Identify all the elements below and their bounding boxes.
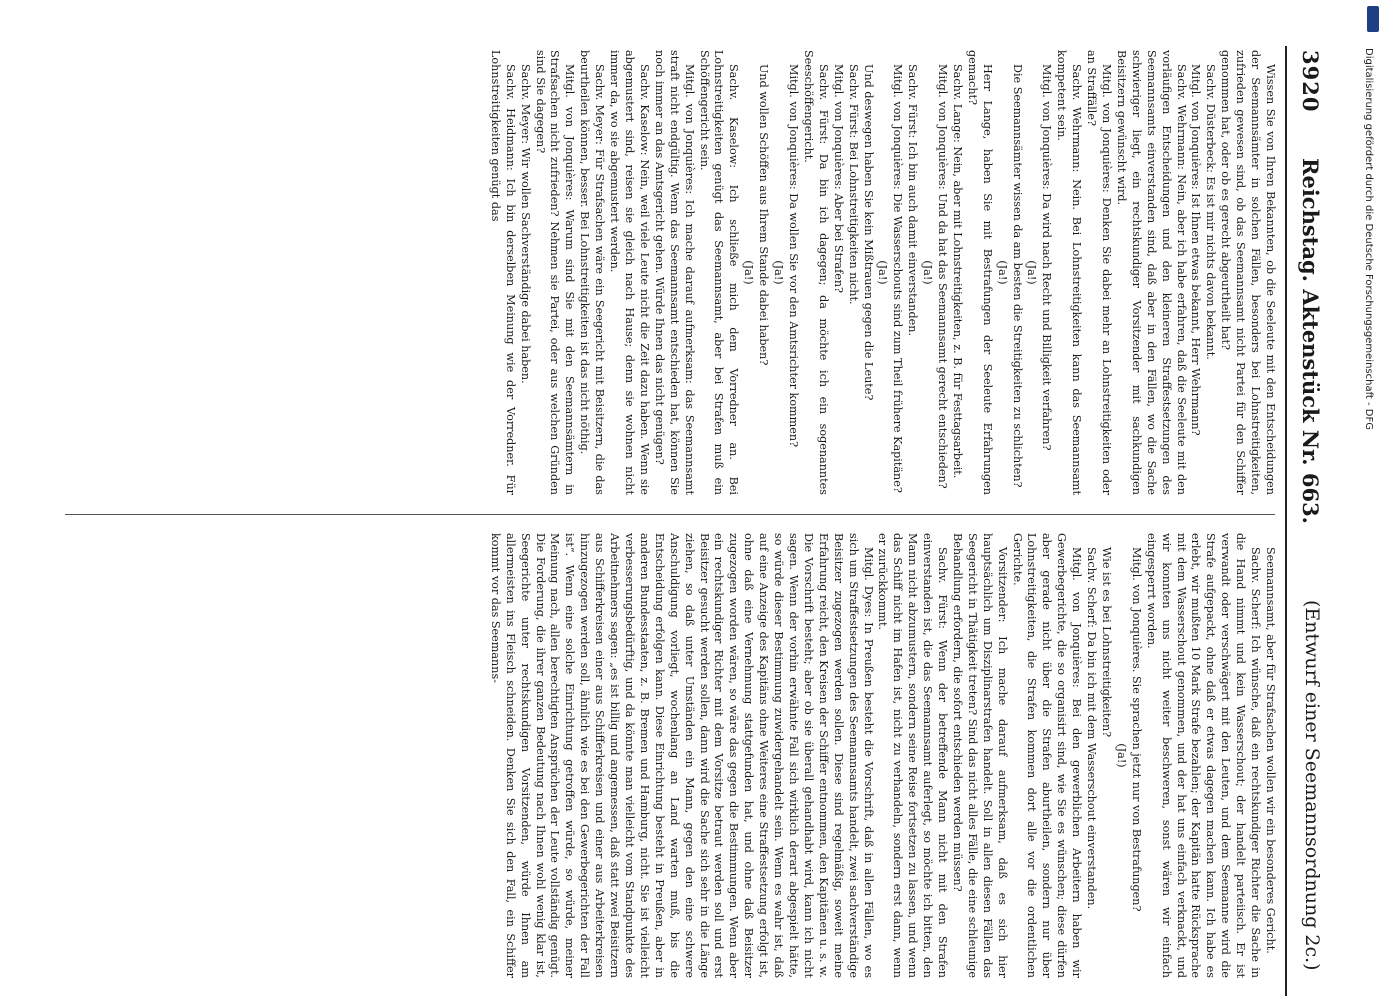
paragraph: (Ja!) bbox=[742, 260, 756, 285]
paragraph: Sachv. Scherf: Da bin ich mit dem Wasserschout einverstanden. bbox=[1085, 547, 1099, 910]
paragraph: Mitgl. von Jonquières. Sie sprachen jetzt nur von Bestrafungen? bbox=[1129, 547, 1143, 912]
paragraph: (Ja!) bbox=[1114, 743, 1128, 768]
paragraph: Mitgl. von Jonquières: Da wird nach Recht und Billigkeit verfahren? bbox=[1040, 64, 1054, 451]
paragraph: Sachv. Wehrmann: Nein, aber ich habe erfahren, daß die Seeleute mit den vorläufigen Entscheidungen und den kleineren Straffestsetzungen des Seemannsamts einverstanden sind, daß aber in den Fällen, wo die Sache schwieriger liegt, ein rechtskundiger Vorsitzender mit sachkundigen Beisitzern gewünscht wird. bbox=[1114, 50, 1188, 495]
paragraph: Sachv. Fürst: Wenn der betreffende Mann nicht mit den Strafen einverstanden ist, die das Seemannsamt auferlegt, so möchte ich bitten, den Mann nicht abzumustern, sondern seine Reise fortsetzen zu lassen, und wenn das Schiff nicht im Hafen ist, nicht zu verhandeln, sondern erst dann, wenn er zurückkommt. bbox=[876, 533, 950, 978]
paragraph: Mitgl. von Jonquières: Ist Ihnen etwas bekannt, Herr Wehrmann? bbox=[1189, 64, 1203, 436]
digitization-credit bbox=[1363, 8, 1379, 753]
paragraph: Wissen Sie von Ihren Bekannten, ob die Seeleute mit den Entscheidungen der Seemannsämter in solchen Fällen, besonders bei Lohnstreitigkeiten, zufrieden gewesen sind, ob das Seemannsamt nicht Partei für den Schiffer genommen hat, oder ob es gerecht abgeurtheilt hat? bbox=[1219, 50, 1277, 495]
paragraph: Sachv. Scherf: Ich wünsche, daß ein rechtskundiger Richter die Sache in die Hand nimmt und kein Wasserschout; der handelt parteiisch. Er ist verwandt oder verschwägert mit den Leuten, und dem Seemanne wird die Strafe aufgepackt, ohne daß er etwas dagegen machen kann. Ich habe es erlebt, wir mußten 10 Mark Strafe bezahlen; der Kapitän hatte Rücksprache mit dem Wasserschout genommen, und der hat uns einfach verknackt, und wir konnten uns nicht weiter beschweren, sonst wären wir einfach eingesperrt worden. bbox=[1144, 533, 1263, 978]
paragraph: Vorsitzender: Ich mache darauf aufmerksam, daß es sich hier hauptsächlich um Disziplinarstrafen handelt. Soll in allen diesen Fällen das Seegericht in Thätigkeit treten? Sind das nicht alles Fälle, die eine schleunige Behandlung erfordern, die sofort entschieden werden müssen? bbox=[950, 533, 1009, 978]
paragraph: Sachv. Wehrmann: Nein. Bei Lohnstreitigkeiten kann das Seemannsamt kompetent sein. bbox=[1055, 50, 1084, 495]
column-divider bbox=[65, 514, 1275, 515]
paragraph: Sachv. Fürst: Da bin ich dagegen; da möchte ich ein sogenanntes Seeschöffengericht. bbox=[801, 50, 830, 495]
paragraph: Herr Lange, haben Sie mit Bestrafungen der Seeleute Erfahrungen gemacht? bbox=[965, 50, 994, 495]
document-page bbox=[45, 40, 1345, 1000]
paragraph: Sachv. Fürst: Bei Lohnstreitigkeiten nicht. bbox=[846, 64, 860, 305]
credit-text: Digitalisierung gefördert durch die Deutsche Forschungsgemeinschaft - DFG bbox=[1363, 48, 1374, 431]
paragraph: Mitgl. Dyes: In Preußen besteht die Vorschrift, daß in allen Fällen, wo es sich um Straffestsetzungen des Seemannsamts handelt, zwei sachverständige Beisitzer zugezogen werden sollen. Diese sind regelmäßig, soweit meine Erfahrung reicht, den Kreisen der Schiffer entnommen, den Kapitänen u. s. w. Die Vorschrift besteht; aber ob sie überall gehandhabt wird, kann ich nicht sagen. Wenn der vorhin erwähnte Fall sich wirklich derart abgespielt hätte, so würde dieser Bestimmung zuwidergehandelt sein. Wenn es wahr ist, daß auf eine Anzeige des Kapitäns ohne Weiteres eine Straffestsetzung erfolgt ist, ohne daß eine Vernehmung stattgefunden hat, und ohne daß Beisitzer zugezogen worden wären, so wäre das gegen die Bestimmungen. Wenn aber ein rechtskundiger Richter mit dem Vorsitze betraut werden soll und erst Beisitzer gesucht werden sollen, dann wird die Sache sich sehr in die Länge ziehen, so daß unter Umständen ein Mann, gegen den eine schwere Anschuldigung vorliegt, wochenlang an Land warten muß, bis die Entscheidung erfolgen kann. Diese Einrichtung besteht in Preußen, aber in anderen Bundesstaaten, z. B. Bremen und Hamburg, nicht. Sie ist vielleicht verbesserungsbedürftig, und da könnte man vielleicht vom Standpunkte des Arbeitnehmers sagen: „es ist billig und angemessen, daß statt zwei Beisitzern aus Schifferkreisen einer aus Schifferkreisen und einer aus Arbeiterkreisen hinzugezogen werden soll, ähnlich wie es bei den Gewerbegerichten der Fall ist“. Wenn eine solche Einrichtung getroffen würde, so würde, meiner Meinung nach, allen berechtigten Ansprüchen der Leute vollständig genügt. Die Forderung, die ihrer ganzen Bedeutung nach Ihnen wohl wenig klar ist, Seegerichte unter rechtskundigen Vorsitzenden, würde Ihnen am allermeisten ins Fleisch schneiden. Denken Sie sich den Fall, ein Schiffer kommt vor das Seemanns- bbox=[488, 533, 875, 978]
paragraph: Mitgl. von Jonquières: Die Wasserschouts sind zum Theil frühere Kapitäne? bbox=[891, 64, 905, 493]
paragraph: Die Seemannsämter wissen da am besten die Streitigkeiten zu schlichten? bbox=[1010, 64, 1024, 488]
header-rule bbox=[1285, 46, 1287, 996]
paragraph: Sachv. Kaselow: Ich schließe mich dem Vorredner an. Bei Lohnstreitigkeiten genügt das Seemannsamt, aber bei Strafen muß ein Schöffengericht sein. bbox=[697, 50, 741, 495]
page-title: Reichstag. Aktenstück Nr. 663. bbox=[1298, 158, 1323, 524]
paragraph: Mitgl. von Jonquières: Aber bei Strafen? bbox=[831, 64, 845, 294]
paragraph: Mitgl. von Jonquières: Denken Sie dabei mehr an Lohnstreitigkeiten oder an Straffälle? bbox=[1085, 50, 1114, 495]
page-number: 3920 bbox=[1298, 50, 1323, 113]
paragraph: Mitgl. von Jonquières: Und da hat das Seemannsamt gerecht entschieden? bbox=[936, 64, 950, 489]
paragraph: (Ja!) bbox=[876, 260, 890, 285]
paragraph: Und deswegen haben Sie kein Mißtrauen gegen die Leute? bbox=[861, 64, 875, 401]
paragraph: Sachv. Düsterbeck: Es ist mir nichts davon bekannt. bbox=[1204, 64, 1218, 360]
paragraph: Mitgl. von Jonquières: Ich mache darauf aufmerksam: das Seemannsamt straft nicht endgültig. Wenn das Seemannsamt entschieden hat, können Sie noch immer an das Amtsgericht gehen. Würde Ihnen das nicht genügen? bbox=[652, 50, 696, 495]
paragraph: Sachv. Heidmann: Ich bin derselben Meinung wie der Vorredner. Für Lohnstreitigkeiten genügt das bbox=[488, 50, 517, 495]
paragraph: Sachv. Kaselow: Nein, weil viele Leute nicht die Zeit dazu haben. Wenn sie abgemustert sind, reisen sie gleich nach Hause; denn sie wohnen nicht immer da, wo sie abgemustert werden. bbox=[608, 50, 651, 495]
paragraph: Mitgl. von Jonquières: Da wollen Sie vor den Amtsrichter kommen? bbox=[787, 64, 800, 448]
right-column bbox=[57, 533, 1277, 978]
paragraph: Wie ist es bei Lohnstreitigkeiten? bbox=[1100, 547, 1114, 738]
paragraph: (Ja!) bbox=[995, 260, 1009, 285]
paragraph: Mitgl. von Jonquières: Warum sind Sie mit den Seemannsämtern in Strafsachen nicht zufrieden? Nehmen sie Partei, oder aus welchen Gründen sind Sie dagegen? bbox=[533, 50, 577, 495]
paragraph: Mitgl. von Jonquières: Bei den gewerblichen Arbeitern haben wir Gewerbegerichte, die so organisirt sind, wie Sie es wünschen; diese dürfen aber gerade nicht über die Strafen aburtheilen, sondern nur über Lohnstreitigkeiten, die Strafen kommen dort alle vor die ordentlichen Gerichte. bbox=[1010, 533, 1084, 978]
paragraph: Sachv. Lange: Nein, aber mit Lohnstreitigkeiten, z. B. für Festtagsarbeit. bbox=[950, 64, 964, 479]
paragraph: (Ja!) bbox=[921, 260, 935, 285]
left-column bbox=[57, 50, 1277, 495]
paragraph: Sachv. Meyer: Für Strafsachen wäre ein Seegericht mit Beisitzern, die das beurtheilen können, besser. Bei Lohnstreitigkeiten ist das nicht nöthig. bbox=[578, 50, 607, 495]
page-subtitle: (Entwurf einer Seemannsordnung 2c.) bbox=[1301, 600, 1323, 971]
paragraph: (Ja!) bbox=[772, 260, 786, 285]
paragraph: Und wollen Schöffen aus Ihrem Stande dabei haben? bbox=[757, 64, 771, 366]
paragraph: (Ja!) bbox=[1025, 260, 1039, 285]
paragraph: Sachv. Fürst: Ich bin auch damit einverstanden. bbox=[906, 64, 920, 337]
paragraph: Sachv. Meyer: Wir wollen Sachverständige dabei haben. bbox=[518, 64, 532, 384]
page-header bbox=[1291, 40, 1345, 1000]
paragraph: Seemannsamt, aber für Strafsachen wollen wir ein besonderes Gericht. bbox=[1264, 547, 1277, 954]
